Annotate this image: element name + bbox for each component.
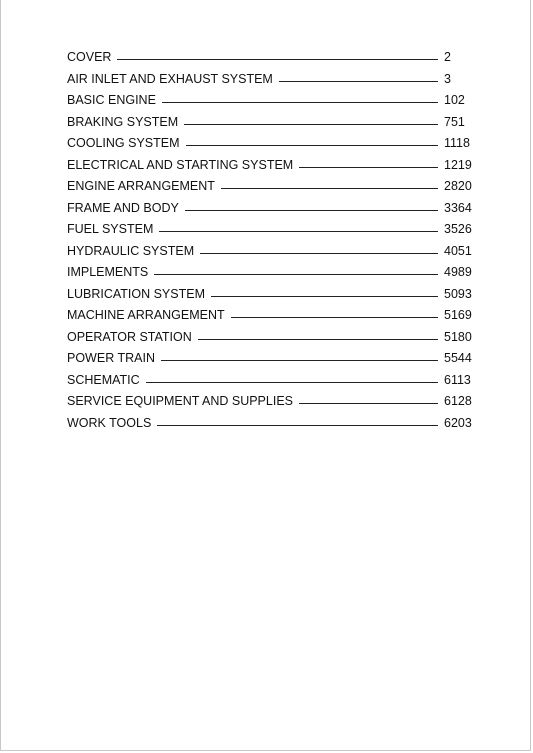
toc-entry-page: 102 <box>444 93 465 107</box>
toc-entry-page: 6113 <box>444 372 471 387</box>
toc-entry-title: SCHEMATIC <box>67 372 140 387</box>
toc-leader-line <box>161 360 438 361</box>
toc-entry[interactable] <box>67 373 473 395</box>
toc-leader-line <box>162 102 438 103</box>
toc-entry-page: 5169 <box>444 308 472 322</box>
toc-leader-line <box>186 145 438 146</box>
toc-entry-title: BASIC ENGINE <box>67 93 156 107</box>
toc-leader-line <box>221 188 438 189</box>
toc-entry[interactable] <box>67 308 473 330</box>
toc-entry-title: HYDRAULIC SYSTEM <box>67 243 195 258</box>
toc-leader-line <box>154 274 438 275</box>
toc-entry-title: FUEL SYSTEM <box>67 222 154 236</box>
toc-entry-title: POWER TRAIN <box>67 351 155 365</box>
toc-entry[interactable] <box>67 394 473 416</box>
toc-leader-line <box>299 167 438 168</box>
toc-entry-page: 5093 <box>444 286 472 301</box>
toc-leader-line <box>231 317 438 318</box>
toc-entry-page: 2 <box>444 50 451 64</box>
toc-leader-line <box>279 81 438 82</box>
toc-entry-title: IMPLEMENTS <box>67 265 149 279</box>
toc-entry[interactable] <box>67 330 473 352</box>
toc-entry[interactable] <box>67 179 473 201</box>
toc-leader-line <box>117 59 438 60</box>
toc-entry[interactable] <box>67 416 473 438</box>
toc-entry-title: AIR INLET AND EXHAUST SYSTEM <box>67 71 273 86</box>
toc-leader-line <box>157 425 438 426</box>
toc-entry[interactable] <box>67 201 473 223</box>
toc-entry-page: 3 <box>444 71 451 86</box>
toc-entry[interactable] <box>67 265 473 287</box>
toc-entry-page: 3526 <box>444 222 472 236</box>
toc-entry-title: FRAME AND BODY <box>67 200 179 215</box>
toc-entry-title: WORK TOOLS <box>67 415 152 430</box>
toc-leader-line <box>146 382 438 383</box>
toc-entry-page: 1219 <box>444 157 472 172</box>
toc-entry-page: 4989 <box>444 265 472 279</box>
toc-entry-title: ELECTRICAL AND STARTING SYSTEM <box>67 157 294 172</box>
toc-entry[interactable] <box>67 287 473 309</box>
toc-entry-title: LUBRICATION SYSTEM <box>67 286 205 301</box>
table-of-contents <box>67 50 473 437</box>
toc-entry[interactable] <box>67 158 473 180</box>
toc-entry-page: 5544 <box>444 351 472 365</box>
toc-entry-page: 6203 <box>444 415 472 430</box>
toc-entry-page: 4051 <box>444 243 472 258</box>
toc-entry-page: 1118 <box>444 136 470 150</box>
toc-entry[interactable] <box>67 50 473 72</box>
toc-leader-line <box>198 339 438 340</box>
toc-entry-title: COVER <box>67 50 112 64</box>
toc-leader-line <box>185 210 438 211</box>
toc-leader-line <box>159 231 438 232</box>
toc-leader-line <box>299 403 438 404</box>
toc-entry[interactable] <box>67 93 473 115</box>
toc-entry[interactable] <box>67 72 473 94</box>
toc-entry-page: 751 <box>444 114 465 129</box>
toc-entry[interactable] <box>67 222 473 244</box>
toc-entry-title: COOLING SYSTEM <box>67 136 180 150</box>
toc-entry-title: MACHINE ARRANGEMENT <box>67 308 225 322</box>
toc-entry-page: 6128 <box>444 394 472 408</box>
toc-entry-page: 5180 <box>444 329 472 344</box>
toc-entry-title: ENGINE ARRANGEMENT <box>67 179 215 193</box>
toc-entry[interactable] <box>67 136 473 158</box>
toc-leader-line <box>200 253 438 254</box>
toc-entry-title: SERVICE EQUIPMENT AND SUPPLIES <box>67 394 293 408</box>
toc-entry-page: 2820 <box>444 179 472 193</box>
toc-entry-page: 3364 <box>444 200 472 215</box>
toc-entry[interactable] <box>67 115 473 137</box>
toc-entry-title: OPERATOR STATION <box>67 329 192 344</box>
toc-entry[interactable] <box>67 351 473 373</box>
toc-entry[interactable] <box>67 244 473 266</box>
toc-leader-line <box>184 124 438 125</box>
toc-entry-title: BRAKING SYSTEM <box>67 114 179 129</box>
toc-leader-line <box>211 296 438 297</box>
